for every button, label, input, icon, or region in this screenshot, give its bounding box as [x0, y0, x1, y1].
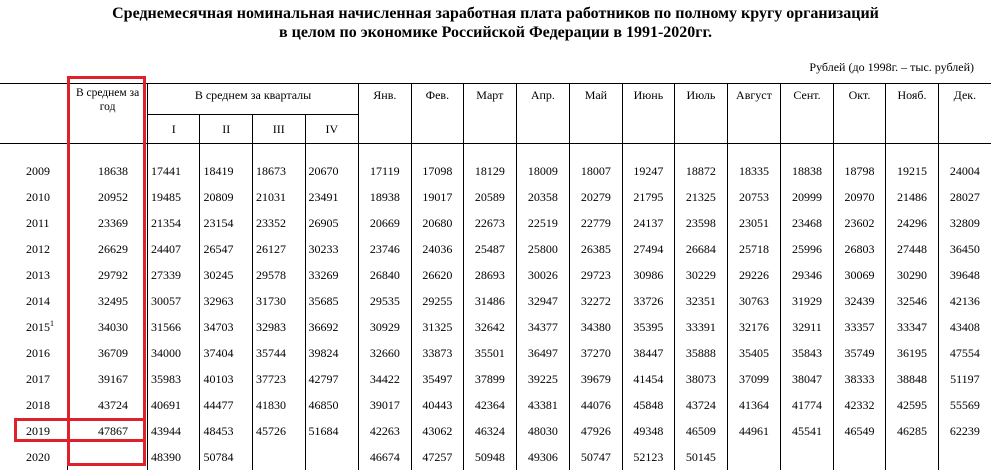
month-value: 25996 [781, 236, 834, 262]
month-value: 33357 [833, 314, 886, 340]
month-value: 33726 [622, 288, 675, 314]
month-value: 20589 [464, 184, 517, 210]
year-cell [0, 366, 68, 392]
quarter-value: 29578 [253, 262, 306, 288]
year-label: 2010 [26, 189, 50, 204]
month-value: 20279 [570, 184, 623, 210]
year-label: 2013 [26, 267, 50, 282]
header-year-cell [0, 84, 68, 144]
month-value: 47554 [938, 340, 991, 366]
page-title [0, 4, 991, 42]
header-month-dec: Дек. [938, 84, 991, 144]
month-value: 29346 [781, 262, 834, 288]
month-value: 31929 [781, 288, 834, 314]
month-value: 36450 [938, 236, 991, 262]
title-line-2: в целом по экономике Российской Федерации в 1991-2020гг. [278, 24, 713, 41]
month-value: 28693 [464, 262, 517, 288]
quarter-value: 43944 [147, 418, 200, 444]
header-month-aug: Август [727, 84, 781, 144]
header-month-jul: Июль [675, 84, 728, 144]
header-month-feb: Фев. [411, 84, 464, 144]
quarter-value: 17441 [147, 158, 200, 184]
month-value: 30763 [727, 288, 781, 314]
quarter-value: 34703 [200, 314, 253, 340]
month-value: 41364 [727, 392, 781, 418]
quarter-value: 21354 [147, 210, 200, 236]
quarter-value: 46850 [305, 392, 359, 418]
month-value: 27448 [886, 236, 939, 262]
month-value: 18798 [833, 158, 886, 184]
avg-year-value [68, 444, 148, 470]
header-month-apr: Апр. [516, 84, 570, 144]
month-value: 34422 [359, 366, 412, 392]
month-value: 23602 [833, 210, 886, 236]
month-value: 24036 [411, 236, 464, 262]
quarter-value: 42797 [305, 366, 359, 392]
avg-year-value: 47867 [68, 418, 148, 444]
month-value: 33347 [886, 314, 939, 340]
table-row [0, 184, 991, 210]
month-value: 44961 [727, 418, 781, 444]
month-value: 42595 [886, 392, 939, 418]
month-value: 48030 [516, 418, 570, 444]
header-quarter-1: I [147, 115, 200, 144]
month-value: 42364 [464, 392, 517, 418]
title-line-1: Среднемесячная номинальная начисленная заработная плата работников по полному кругу организаций [112, 5, 879, 22]
month-value: 37899 [464, 366, 517, 392]
quarter-value: 30245 [200, 262, 253, 288]
header-month-may: Май [570, 84, 623, 144]
quarter-value: 48390 [147, 444, 200, 470]
table-row [0, 340, 991, 366]
month-value: 43724 [675, 392, 728, 418]
month-value [727, 444, 781, 470]
avg-year-value: 23369 [68, 210, 148, 236]
year-cell [0, 418, 68, 444]
month-value: 20358 [516, 184, 570, 210]
wage-table [0, 83, 991, 470]
month-value: 32176 [727, 314, 781, 340]
month-value: 43062 [411, 418, 464, 444]
month-value: 44076 [570, 392, 623, 418]
table-row [0, 288, 991, 314]
month-value: 45541 [781, 418, 834, 444]
month-value: 49306 [516, 444, 570, 470]
quarter-value: 51684 [305, 418, 359, 444]
month-value: 39648 [938, 262, 991, 288]
month-value: 27494 [622, 236, 675, 262]
month-value: 19017 [411, 184, 464, 210]
year-label: 2012 [26, 241, 50, 256]
table-row [0, 314, 991, 340]
month-value: 22779 [570, 210, 623, 236]
month-value: 50948 [464, 444, 517, 470]
month-value: 24004 [938, 158, 991, 184]
year-cell [0, 314, 68, 340]
year-label: 2015 [26, 319, 50, 334]
month-value: 37099 [727, 366, 781, 392]
year-cell [0, 184, 68, 210]
table-body [0, 144, 991, 471]
quarter-value [253, 444, 306, 470]
month-value: 42263 [359, 418, 412, 444]
avg-year-value: 36709 [68, 340, 148, 366]
month-value: 20970 [833, 184, 886, 210]
year-cell [0, 288, 68, 314]
month-value: 35501 [464, 340, 517, 366]
month-value: 34380 [570, 314, 623, 340]
month-value: 34377 [516, 314, 570, 340]
month-value: 30026 [516, 262, 570, 288]
month-value: 39017 [359, 392, 412, 418]
quarter-value: 26905 [305, 210, 359, 236]
month-value: 19215 [886, 158, 939, 184]
month-value: 42332 [833, 392, 886, 418]
month-value: 35843 [781, 340, 834, 366]
quarter-value: 34000 [147, 340, 200, 366]
month-value: 37270 [570, 340, 623, 366]
quarter-value: 26127 [253, 236, 306, 262]
quarter-value: 33269 [305, 262, 359, 288]
month-value: 52123 [622, 444, 675, 470]
month-value: 46549 [833, 418, 886, 444]
month-value: 36497 [516, 340, 570, 366]
month-value: 32809 [938, 210, 991, 236]
month-value: 39679 [570, 366, 623, 392]
footnote-marker: 1 [50, 318, 54, 328]
quarter-value: 23154 [200, 210, 253, 236]
month-value: 31325 [411, 314, 464, 340]
month-value: 41774 [781, 392, 834, 418]
month-value: 47257 [411, 444, 464, 470]
month-value: 31486 [464, 288, 517, 314]
month-value: 51197 [938, 366, 991, 392]
month-value: 30069 [833, 262, 886, 288]
month-value: 28027 [938, 184, 991, 210]
quarter-value: 26547 [200, 236, 253, 262]
month-value: 18129 [464, 158, 517, 184]
month-value: 50747 [570, 444, 623, 470]
quarter-value: 32963 [200, 288, 253, 314]
month-value: 21795 [622, 184, 675, 210]
table-row [0, 444, 991, 470]
month-value: 26385 [570, 236, 623, 262]
header-month-nov: Нояб. [886, 84, 939, 144]
month-value: 25487 [464, 236, 517, 262]
quarter-value: 30057 [147, 288, 200, 314]
month-value: 25800 [516, 236, 570, 262]
month-value: 20669 [359, 210, 412, 236]
month-value: 38447 [622, 340, 675, 366]
month-value: 32642 [464, 314, 517, 340]
month-value: 17098 [411, 158, 464, 184]
year-label: 2019 [26, 423, 50, 438]
month-value: 43381 [516, 392, 570, 418]
month-value: 18007 [570, 158, 623, 184]
year-label: 2014 [26, 293, 50, 308]
quarter-value: 30233 [305, 236, 359, 262]
month-value: 26684 [675, 236, 728, 262]
month-value: 23746 [359, 236, 412, 262]
month-value: 35395 [622, 314, 675, 340]
month-value: 32660 [359, 340, 412, 366]
month-value: 20680 [411, 210, 464, 236]
quarter-value: 50784 [200, 444, 253, 470]
month-value: 19247 [622, 158, 675, 184]
month-value: 24296 [886, 210, 939, 236]
month-value: 45848 [622, 392, 675, 418]
month-value: 55569 [938, 392, 991, 418]
quarter-value: 23352 [253, 210, 306, 236]
month-value: 46509 [675, 418, 728, 444]
month-value: 32947 [516, 288, 570, 314]
table-row [0, 210, 991, 236]
month-value: 35749 [833, 340, 886, 366]
header-month-jan: Янв. [359, 84, 412, 144]
table-row [0, 236, 991, 262]
month-value [781, 444, 834, 470]
month-value: 38848 [886, 366, 939, 392]
month-value: 38333 [833, 366, 886, 392]
header-avg-year: В среднем за год [68, 84, 148, 144]
month-value: 40443 [411, 392, 464, 418]
quarter-value: 41830 [253, 392, 306, 418]
quarter-value: 48453 [200, 418, 253, 444]
quarter-value: 18673 [253, 158, 306, 184]
table-row [0, 366, 991, 392]
month-value: 26620 [411, 262, 464, 288]
month-value: 39225 [516, 366, 570, 392]
avg-year-value: 34030 [68, 314, 148, 340]
header-month-sep: Сент. [781, 84, 834, 144]
month-value: 24137 [622, 210, 675, 236]
month-value: 32351 [675, 288, 728, 314]
month-value: 46324 [464, 418, 517, 444]
month-value: 30290 [886, 262, 939, 288]
header-quarter-3: III [253, 115, 306, 144]
month-value: 29535 [359, 288, 412, 314]
year-label: 2016 [26, 345, 50, 360]
month-value: 32439 [833, 288, 886, 314]
header-quarter-2: II [200, 115, 253, 144]
year-cell [0, 262, 68, 288]
month-value: 35497 [411, 366, 464, 392]
quarter-value: 45726 [253, 418, 306, 444]
month-value: 18009 [516, 158, 570, 184]
quarter-value: 20670 [305, 158, 359, 184]
month-value: 22519 [516, 210, 570, 236]
month-value: 22673 [464, 210, 517, 236]
month-value [833, 444, 886, 470]
quarter-value: 35744 [253, 340, 306, 366]
units-note: Рублей (до 1998г. – тыс. рублей) [809, 60, 974, 74]
header-quarter-4: IV [305, 115, 359, 144]
month-value: 43408 [938, 314, 991, 340]
month-value: 30229 [675, 262, 728, 288]
year-label: 2020 [26, 449, 50, 464]
avg-year-value: 18638 [68, 158, 148, 184]
month-value [938, 444, 991, 470]
month-value: 47926 [570, 418, 623, 444]
month-value: 32272 [570, 288, 623, 314]
year-cell [0, 236, 68, 262]
avg-year-value: 26629 [68, 236, 148, 262]
avg-year-value: 32495 [68, 288, 148, 314]
month-value: 17119 [359, 158, 412, 184]
quarter-value: 35983 [147, 366, 200, 392]
month-value: 18335 [727, 158, 781, 184]
month-value: 50145 [675, 444, 728, 470]
header-month-jun: Июнь [622, 84, 675, 144]
quarter-value: 24407 [147, 236, 200, 262]
month-value: 30929 [359, 314, 412, 340]
month-value: 35405 [727, 340, 781, 366]
month-value: 25718 [727, 236, 781, 262]
year-cell [0, 392, 68, 418]
month-value: 23051 [727, 210, 781, 236]
month-value: 42136 [938, 288, 991, 314]
quarter-value: 37404 [200, 340, 253, 366]
month-value: 46674 [359, 444, 412, 470]
quarter-value: 36692 [305, 314, 359, 340]
month-value: 23468 [781, 210, 834, 236]
table-header [0, 84, 991, 144]
quarter-value: 21031 [253, 184, 306, 210]
year-label: 2018 [26, 397, 50, 412]
month-value: 38047 [781, 366, 834, 392]
month-value: 41454 [622, 366, 675, 392]
year-cell [0, 210, 68, 236]
table-row [0, 392, 991, 418]
quarter-value: 32983 [253, 314, 306, 340]
header-quarters-title: В среднем за кварталы [147, 84, 358, 115]
month-value: 32911 [781, 314, 834, 340]
quarter-value: 23491 [305, 184, 359, 210]
month-value: 30986 [622, 262, 675, 288]
month-value [886, 444, 939, 470]
table-row [0, 158, 991, 184]
month-value: 38073 [675, 366, 728, 392]
month-value: 35888 [675, 340, 728, 366]
avg-year-value: 43724 [68, 392, 148, 418]
quarter-value: 31730 [253, 288, 306, 314]
month-value: 29255 [411, 288, 464, 314]
quarter-value: 40691 [147, 392, 200, 418]
quarter-value: 19485 [147, 184, 200, 210]
month-value: 26840 [359, 262, 412, 288]
quarter-value: 27339 [147, 262, 200, 288]
year-cell [0, 444, 68, 470]
month-value: 29723 [570, 262, 623, 288]
quarter-value: 39824 [305, 340, 359, 366]
month-value: 20999 [781, 184, 834, 210]
quarter-value [305, 444, 359, 470]
quarter-value: 37723 [253, 366, 306, 392]
month-value: 29226 [727, 262, 781, 288]
month-value: 20753 [727, 184, 781, 210]
month-value: 18938 [359, 184, 412, 210]
avg-year-value: 20952 [68, 184, 148, 210]
month-value: 32546 [886, 288, 939, 314]
header-month-mar: Март [464, 84, 517, 144]
month-value: 18872 [675, 158, 728, 184]
table-row [0, 418, 991, 444]
quarter-value: 40103 [200, 366, 253, 392]
month-value: 26803 [833, 236, 886, 262]
quarter-value: 44477 [200, 392, 253, 418]
quarter-value: 35685 [305, 288, 359, 314]
quarter-value: 31566 [147, 314, 200, 340]
avg-year-value: 29792 [68, 262, 148, 288]
month-value: 49348 [622, 418, 675, 444]
header-gap-row [0, 144, 991, 159]
quarter-value: 18419 [200, 158, 253, 184]
month-value: 36195 [886, 340, 939, 366]
month-value: 21486 [886, 184, 939, 210]
month-value: 21325 [675, 184, 728, 210]
year-label: 2017 [26, 371, 50, 386]
quarter-value: 20809 [200, 184, 253, 210]
header-month-oct: Окт. [833, 84, 886, 144]
year-cell [0, 158, 68, 184]
year-label: 2011 [26, 215, 50, 230]
year-label: 2009 [26, 163, 50, 178]
month-value: 46285 [886, 418, 939, 444]
avg-year-value: 39167 [68, 366, 148, 392]
month-value: 62239 [938, 418, 991, 444]
year-cell [0, 340, 68, 366]
table-row [0, 262, 991, 288]
month-value: 33391 [675, 314, 728, 340]
month-value: 18838 [781, 158, 834, 184]
month-value: 33873 [411, 340, 464, 366]
month-value: 23598 [675, 210, 728, 236]
